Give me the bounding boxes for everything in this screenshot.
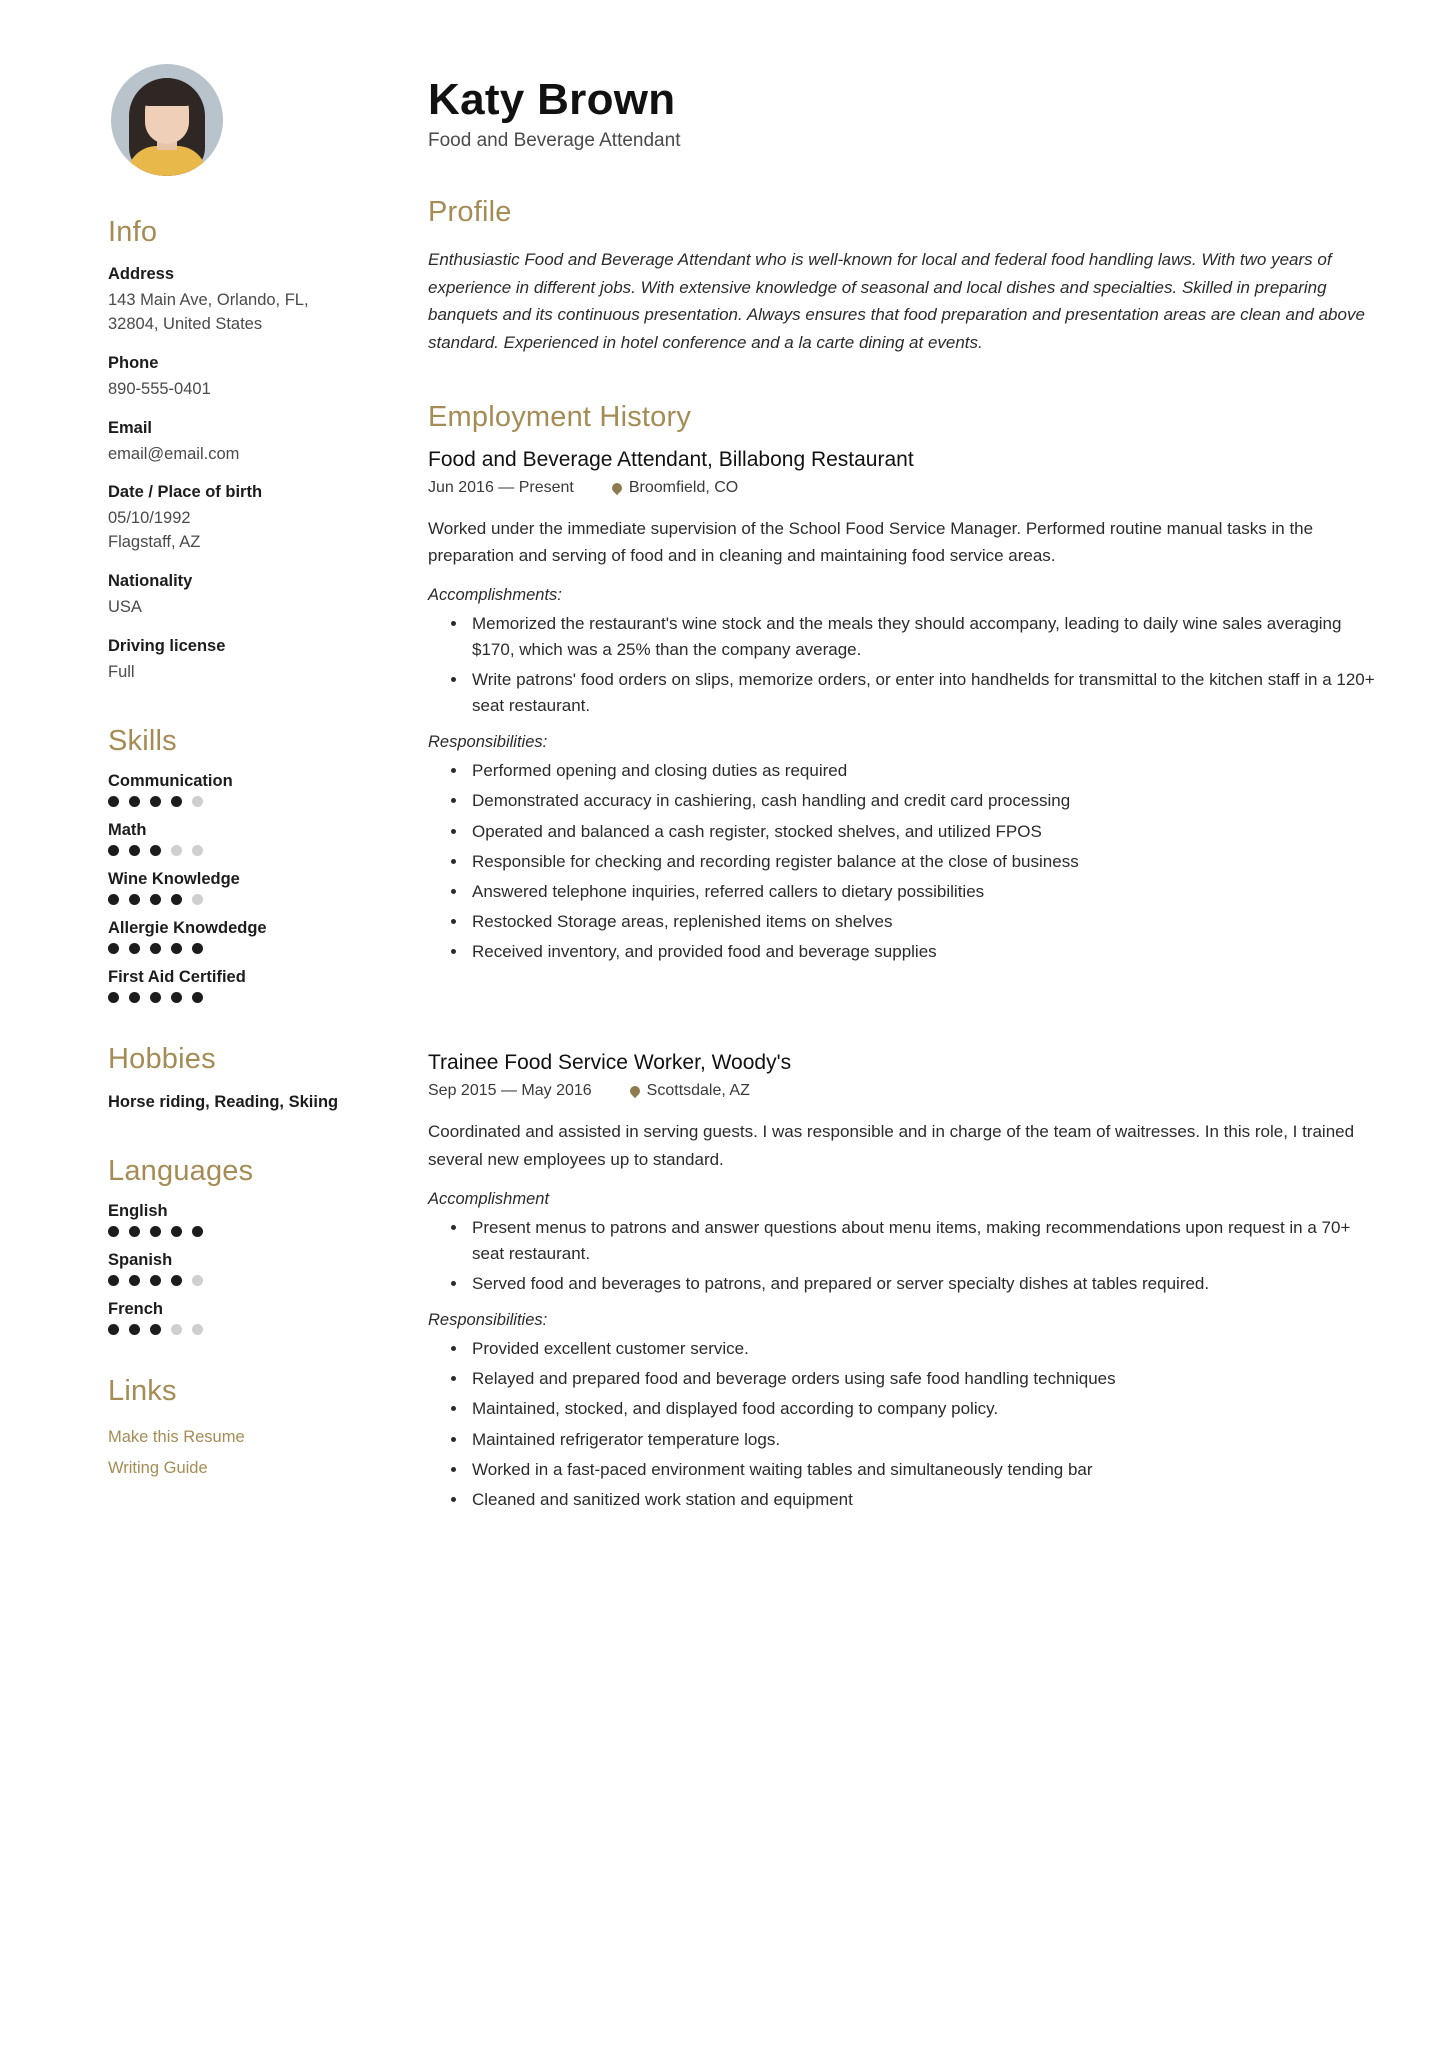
rating-dot bbox=[129, 845, 140, 856]
employment-group-label: Accomplishments: bbox=[428, 585, 562, 604]
employment-bullet-list bbox=[428, 611, 1376, 720]
language-name: English bbox=[108, 1201, 168, 1220]
rating-dot bbox=[171, 894, 182, 905]
skill-rating bbox=[108, 943, 368, 954]
employment-bullet: • Worked in a fast-paced environment waiting tables and simultaneously tending bar bbox=[468, 1457, 1376, 1483]
employment-item-meta bbox=[428, 1082, 1376, 1100]
rating-dot bbox=[129, 1275, 140, 1286]
rating-dot bbox=[129, 943, 140, 954]
skill-rating bbox=[108, 796, 368, 807]
rating-dot bbox=[108, 1275, 119, 1286]
rating-dot bbox=[171, 1324, 182, 1335]
info-field-label: Driving license bbox=[108, 637, 226, 656]
section-title-employment: Employment History bbox=[428, 400, 692, 433]
rating-dot bbox=[192, 1275, 203, 1286]
employment-bullet-list bbox=[428, 1215, 1376, 1298]
employment-description: Worked under the immediate supervision of the School Food Service Manager. Performed routine manual tasks in the preparation and serving of food and in cleaning and maintaining food service areas. bbox=[428, 518, 1314, 566]
info-field-label: Email bbox=[108, 418, 153, 437]
avatar bbox=[111, 64, 223, 176]
rating-dot bbox=[150, 894, 161, 905]
employment-item bbox=[428, 1051, 1376, 1513]
rating-dot bbox=[150, 845, 161, 856]
hobbies-text: Horse riding, Reading, Skiing bbox=[108, 1092, 339, 1111]
info-field bbox=[108, 570, 368, 620]
rating-dot bbox=[171, 943, 182, 954]
info-field bbox=[108, 481, 368, 555]
skill-name: First Aid Certified bbox=[108, 967, 246, 986]
section-title-profile: Profile bbox=[428, 196, 512, 229]
skill-rating bbox=[108, 992, 368, 1003]
header-job-title: Food and Beverage Attendant bbox=[428, 130, 681, 152]
employment-bullet: • Served food and beverages to patrons, and prepared or server specialty dishes at tables required. bbox=[468, 1271, 1376, 1297]
employment-group-label: Responsibilities: bbox=[428, 1311, 548, 1330]
rating-dot bbox=[129, 1324, 140, 1335]
language-name: French bbox=[108, 1299, 164, 1318]
employment-bullet-list bbox=[428, 758, 1376, 965]
sidebar bbox=[108, 58, 398, 1484]
rating-dot bbox=[108, 1324, 119, 1335]
info-field bbox=[108, 352, 368, 402]
employment-bullet: • Received inventory, and provided food and beverage supplies bbox=[468, 939, 1376, 965]
section-title-hobbies: Hobbies bbox=[108, 1042, 216, 1075]
employment-item-meta bbox=[428, 479, 1376, 497]
info-field-label: Date / Place of birth bbox=[108, 483, 263, 502]
info-field-value: 143 Main Ave, Orlando, FL, 32804, United States bbox=[108, 290, 309, 333]
rating-dot bbox=[171, 796, 182, 807]
employment-bullet: • Maintained refrigerator temperature logs. bbox=[468, 1427, 1376, 1453]
rating-dot bbox=[129, 796, 140, 807]
employment-description: Coordinated and assisted in serving guests. I was responsible and in charge of the team of waitresses. In this role, I trained several new employees up to standard. bbox=[428, 1122, 1355, 1169]
employment-bullet-list bbox=[428, 1336, 1376, 1513]
info-field-value: USA bbox=[108, 598, 142, 617]
rating-dot bbox=[108, 796, 119, 807]
rating-dot bbox=[150, 1324, 161, 1335]
avatar-fringe bbox=[141, 84, 193, 106]
employment-bullet: • Responsible for checking and recording register balance at the close of business bbox=[468, 849, 1376, 875]
employment-bullet: • Present menus to patrons and answer questions about menu items, making recommendations upon request in a 70+ seat restaurant. bbox=[468, 1215, 1376, 1267]
language-rating bbox=[108, 1275, 368, 1286]
page-title: Katy Brown bbox=[428, 75, 676, 124]
rating-dot bbox=[171, 992, 182, 1003]
info-field-label: Nationality bbox=[108, 572, 193, 591]
employment-item-title: Trainee Food Service Worker, Woody's bbox=[428, 1051, 792, 1075]
languages-list bbox=[108, 1202, 368, 1335]
skill-name: Allergie Knowdedge bbox=[108, 918, 267, 937]
employment-item-title: Food and Beverage Attendant, Billabong Restaurant bbox=[428, 447, 914, 471]
section-title-links: Links bbox=[108, 1374, 177, 1407]
employment-bullet: • Maintained, stocked, and displayed food according to company policy. bbox=[468, 1396, 1376, 1422]
info-field-value: Full bbox=[108, 662, 135, 681]
skill-name: Math bbox=[108, 820, 147, 839]
language-rating bbox=[108, 1226, 368, 1237]
rating-dot bbox=[108, 943, 119, 954]
location-pin-icon bbox=[610, 480, 624, 494]
rating-dot bbox=[129, 894, 140, 905]
rating-dot bbox=[108, 845, 119, 856]
rating-dot bbox=[192, 796, 203, 807]
info-field bbox=[108, 417, 368, 467]
rating-dot bbox=[150, 796, 161, 807]
info-field bbox=[108, 263, 368, 337]
employment-location-label: Scottsdale, AZ bbox=[646, 1082, 750, 1100]
rating-dot bbox=[171, 1275, 182, 1286]
rating-dot bbox=[150, 992, 161, 1003]
employment-bullet: • Operated and balanced a cash register, stocked shelves, and utilized FPOS bbox=[468, 819, 1376, 845]
rating-dot bbox=[150, 1226, 161, 1237]
info-list bbox=[108, 263, 368, 685]
resume-layout bbox=[108, 58, 1376, 1523]
rating-dot bbox=[192, 845, 203, 856]
employment-group-label: Responsibilities: bbox=[428, 733, 548, 752]
rating-dot bbox=[192, 943, 203, 954]
info-field-value: 05/10/1992 Flagstaff, AZ bbox=[108, 509, 201, 552]
employment-bullet: • Memorized the restaurant's wine stock and the meals they should accompany, leading to daily wine sales averaging $170, which was a 25% than the company average. bbox=[468, 611, 1376, 663]
language-name: Spanish bbox=[108, 1250, 173, 1269]
language-rating bbox=[108, 1324, 368, 1335]
employment-bullet: • Answered telephone inquiries, referred callers to dietary possibilities bbox=[468, 879, 1376, 905]
employment-item bbox=[428, 448, 1376, 966]
skills-list bbox=[108, 772, 368, 1003]
rating-dot bbox=[108, 894, 119, 905]
profile-text: Enthusiastic Food and Beverage Attendant who is well-known for local and federal food handling laws. With two years of experience in different jobs. With extensive knowledge of seasonal and local dishes and specialties. Skilled in preparing banquets and its continuous presentation. Always ensures that food preparation and presentation areas are clean and above standard. Experienced in hotel conference and a la carte dining at events. bbox=[428, 250, 1365, 352]
link-2[interactable]: Writing Guide bbox=[108, 1459, 208, 1477]
info-field bbox=[108, 635, 368, 685]
skill-rating bbox=[108, 845, 368, 856]
info-field-value: email@email.com bbox=[108, 444, 240, 463]
rating-dot bbox=[192, 1226, 203, 1237]
employment-dates: Sep 2015 — May 2016 bbox=[428, 1082, 592, 1100]
rating-dot bbox=[171, 845, 182, 856]
links-list bbox=[108, 1422, 368, 1485]
main-content bbox=[398, 58, 1376, 1523]
employment-bullet: • Provided excellent customer service. bbox=[468, 1336, 1376, 1362]
rating-dot bbox=[150, 943, 161, 954]
rating-dot bbox=[108, 992, 119, 1003]
employment-bullet: • Demonstrated accuracy in cashiering, cash handling and credit card processing bbox=[468, 788, 1376, 814]
employment-bullet: • Restocked Storage areas, replenished items on shelves bbox=[468, 909, 1376, 935]
employment-spacer bbox=[428, 975, 1376, 1037]
link-1[interactable]: Make this Resume bbox=[108, 1427, 245, 1446]
employment-bullet: • Cleaned and sanitized work station and equipment bbox=[468, 1487, 1376, 1513]
rating-dot bbox=[192, 992, 203, 1003]
employment-location bbox=[612, 479, 738, 497]
rating-dot bbox=[108, 1226, 119, 1237]
employment-dates: Jun 2016 — Present bbox=[428, 478, 574, 496]
info-field-label: Address bbox=[108, 265, 175, 283]
employment-list bbox=[428, 448, 1376, 1514]
skill-name: Communication bbox=[108, 771, 233, 790]
rating-dot bbox=[171, 1226, 182, 1237]
info-field-value: 890-555-0401 bbox=[108, 379, 211, 398]
section-title-info: Info bbox=[108, 216, 158, 248]
rating-dot bbox=[192, 894, 203, 905]
rating-dot bbox=[129, 1226, 140, 1237]
employment-bullet: • Performed opening and closing duties as required bbox=[468, 758, 1376, 784]
employment-location-label: Broomfield, CO bbox=[628, 478, 739, 496]
rating-dot bbox=[150, 1275, 161, 1286]
rating-dot bbox=[192, 1324, 203, 1335]
rating-dot bbox=[129, 992, 140, 1003]
section-title-skills: Skills bbox=[108, 724, 177, 757]
employment-group-label: Accomplishment bbox=[428, 1189, 550, 1208]
employment-location bbox=[630, 1082, 750, 1100]
info-field-label: Phone bbox=[108, 353, 159, 372]
section-title-languages: Languages bbox=[108, 1154, 254, 1187]
location-pin-icon bbox=[628, 1084, 642, 1098]
skill-rating bbox=[108, 894, 368, 905]
skill-name: Wine Knowledge bbox=[108, 869, 240, 888]
employment-bullet: • Relayed and prepared food and beverage orders using safe food handling techniques bbox=[468, 1366, 1376, 1392]
employment-bullet: • Write patrons' food orders on slips, memorize orders, or enter into handhelds for transmittal to the kitchen staff in a 120+ seat restaurant. bbox=[468, 667, 1376, 719]
